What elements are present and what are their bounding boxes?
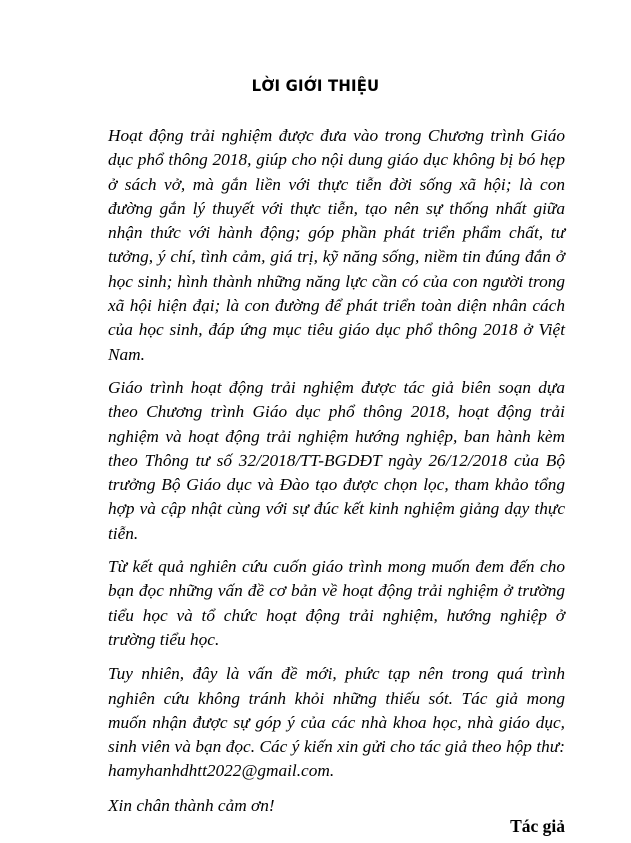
paragraph-thanks: Xin chân thành cảm ơn! [108,795,275,815]
paragraph-feedback: Tuy nhiên, đây là vấn đề mới, phức tạp nên trong quá trình nghiên cứu không tránh khỏi những thiếu sót. Tác giả mong muốn nhận được sự góp ý của các nhà khoa học, nhà giáo dục, sinh viên và bạn đọc. Các ý kiến xin gửi cho tác giả theo hộp thư: hamyhanhdhtt2022@gmail.com. [108,664,565,781]
author-signature: Tác giả [510,816,565,836]
paragraph-purpose: Từ kết quả nghiên cứu cuốn giáo trình mong muốn đem đến cho bạn đọc những vấn đề cơ bản về hoạt động trải nghiệm ở trường tiểu học và tổ chức hoạt động trải nghiệm, hướng nghiệp ở trường tiểu học. [108,557,565,649]
document-body [108,124,565,818]
page-title: LỜI GIỚI THIỆU [251,76,380,95]
paragraph-curriculum: Giáo trình hoạt động trải nghiệm được tác giả biên soạn dựa theo Chương trình Giáo dục phổ thông 2018, hoạt động trải nghiệm và hoạt động trải nghiệm hướng nghiệp, ban hành kèm theo Thông tư số 32/2018/TT-BGDĐT ngày 26/12/2018 của Bộ trưởng Bộ Giáo dục và Đào tạo được chọn lọc, tham khảo tổng hợp và cập nhật cùng với sự đúc kết kinh nghiệm giảng dạy thực tiễn. [108,377,565,543]
paragraph-intro: Hoạt động trải nghiệm được đưa vào trong Chương trình Giáo dục phổ thông 2018, giúp cho nội dung giáo dục không bị bó hẹp ở sách vở, mà gắn liền với thực tiễn đời sống xã hội; là con đường gắn lý thuyết với thực tiễn, tạo nên sự thống nhất giữa nhận thức với hành động; góp phần phát triển phẩm chất, tư tưởng, ý chí, tình cảm, giá trị, kỹ năng sống, niềm tin đúng đắn ở học sinh; hình thành những năng lực cần có của con người trong xã hội hiện đại; là con đường để phát triển toàn diện nhân cách của học sinh, đáp ứng mục tiêu giáo dục phổ thông 2018 ở Việt Nam. [108,126,565,364]
